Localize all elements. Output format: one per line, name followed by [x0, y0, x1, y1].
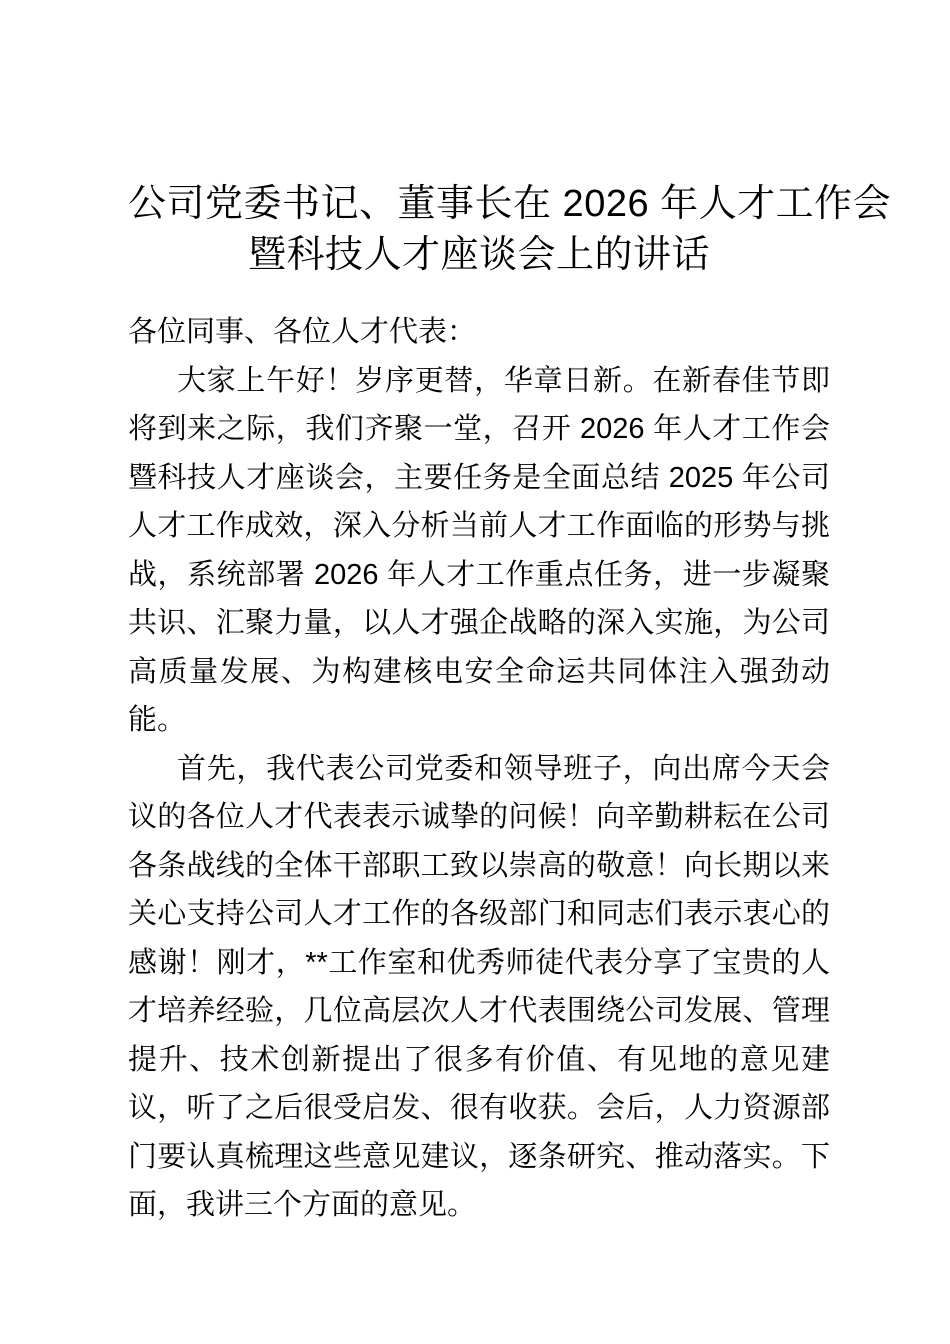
title-line-1: 公司党委书记、董事长在 2026 年人才工作会 [128, 183, 892, 225]
salutation-line: 各位同事、各位人才代表： [128, 316, 477, 348]
document-body [128, 308, 830, 1230]
paragraph-opening: 大家上午好！岁序更替，华章日新。在新春佳节即将到来之际，我们齐聚一堂，召开 2026 年人才工作会暨科技人才座谈会，主要任务是全面总结 2025 年公司人才工作成效，深入分析当前人才工作面临的形势与挑战，系统部署 2026 年人才工作重点任务，进一步凝聚共识、汇聚力量，以人才强企战略的深入实施，为公司高质量发展、为构建核电安全命运共同体注入强劲动能。 [128, 364, 830, 736]
document-title [128, 179, 892, 281]
paragraph-greeting-thanks: 首先，我代表公司党委和领导班子，向出席今天会议的各位人才代表表示诚挚的问候！向辛勤耕耘在公司各条战线的全体干部职工致以崇高的敬意！向长期以来关心支持公司人才工作的各级部门和同志们表示衷心的感谢！刚才，**工作室和优秀师徒代表分享了宝贵的人才培养经验，几位高层次人才代表围绕公司发展、管理提升、技术创新提出了很多有价值、有见地的意见建议，听了之后很受启发、很有收获。会后，人力资源部门要认真梳理这些意见建议，逐条研究、推动落实。下面，我讲三个方面的意见。 [128, 752, 830, 1221]
title-line-2: 暨科技人才座谈会上的讲话 [247, 234, 710, 276]
